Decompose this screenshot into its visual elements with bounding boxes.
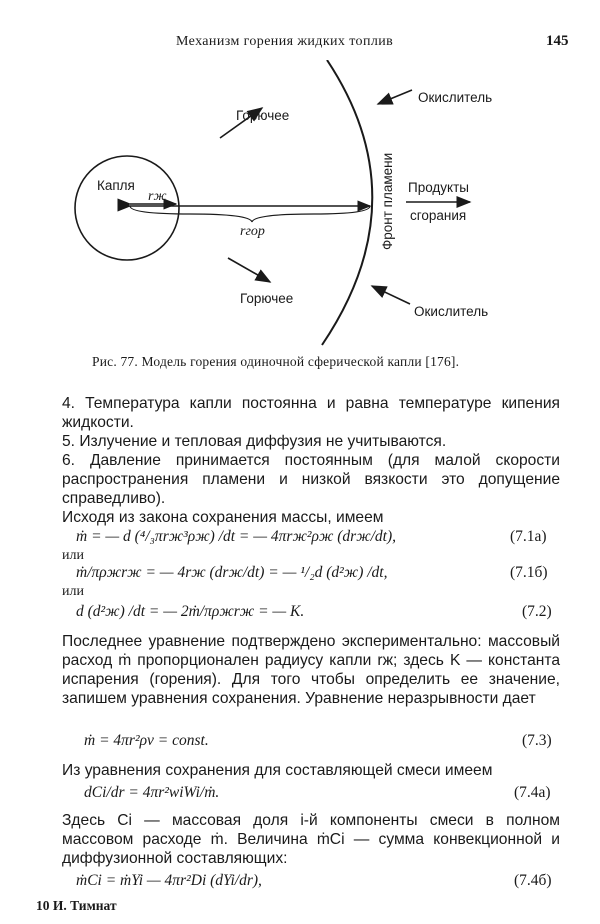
equation-7-1b: ṁ/πρжrж = — 4rж (drж/dt) = — ¹/₂d (d²ж) /dt, [76,564,388,581]
paragraph-5: 5. Излучение и тепловая диффузия не учитываются. [62,433,447,450]
equation-7-4a: dCi/dr = 4πr²wiWi/ṁ. [84,784,220,801]
fuel-bottom-label: Горючее [240,291,294,306]
r-liquid-label: rж [148,189,167,204]
page-number: 145 [546,33,569,49]
equation-7-3: ṁ = 4πr²ρv = const. [84,732,209,749]
droplet-combustion-figure [0,60,600,350]
paragraph-after-7-2: Последнее уравнение подтверждено экспериментально: массовый расход ṁ пропорционален радиусу капли rж; здесь K — константа испарения (горения). Для того чтобы определить ее значение, запишем уравнения сохранения. Уравнение неразрывности дает [62,633,560,707]
equation-number-7-1a: (7.1а) [510,528,547,545]
equation-number-7-2: (7.2) [522,603,552,620]
r-combustion-brace [130,206,370,222]
droplet-circle [75,156,179,260]
paragraph-6: 6. Давление принимается постоянным (для малой скорости распространения пламени и низкой вязкости это допущение справедливо). [62,452,560,507]
connector-or-2: или [62,584,84,599]
paragraph-component-conservation: Из уравнения сохранения для составляющей смеси имеем [62,762,493,779]
running-title: Механизм горения жидких топлив [176,34,394,49]
footer-signature: 10 И. Тимнат [36,898,117,913]
flame-front-arc [322,60,372,345]
fuel-top-label: Горючее [236,108,290,123]
paragraph-here: Здесь Ci — массовая доля i-й компоненты смеси в полном массовом расходе ṁ. Величина ṁCi — сумма конвекционной и диффузионной составляющих: [62,812,560,867]
fuel-bottom-arrow [228,258,270,282]
equation-number-7-1b: (7.1б) [510,564,548,581]
flame-front-label: Фронт пламени [380,152,395,250]
r-combustion-label: rгор [240,224,265,239]
droplet-label: Капля [97,178,135,193]
paragraph-mass-conservation: Исходя из закона сохранения массы, имеем [62,509,384,526]
paragraph-4: 4. Температура капли постоянна и равна температуре кипения жидкости. [62,395,560,431]
equation-number-7-4a: (7.4а) [514,784,551,801]
connector-or-1: или [62,548,84,563]
oxidizer-bottom-arrow [372,286,410,304]
oxidizer-top-arrow [378,90,412,104]
equation-number-7-4b: (7.4б) [514,872,552,889]
products-label-line1: Продукты [408,180,469,195]
figure-caption: Рис. 77. Модель горения одиночной сферической капли [176]. [92,354,460,369]
equation-number-7-3: (7.3) [522,732,552,749]
oxidizer-bottom-label: Окислитель [414,304,489,319]
equation-7-1a: ṁ = — d (⁴/₃πrж³ρж) /dt = — 4πrж²ρж (drж/dt), [76,528,397,545]
equation-7-2: d (d²ж) /dt = — 2ṁ/πρжrж = — K. [76,603,305,620]
equation-7-4b: ṁCi = ṁYi — 4πr²Di (dYi/dr), [76,872,262,889]
products-label-line2: сгорания [410,208,467,223]
oxidizer-top-label: Окислитель [418,90,493,105]
